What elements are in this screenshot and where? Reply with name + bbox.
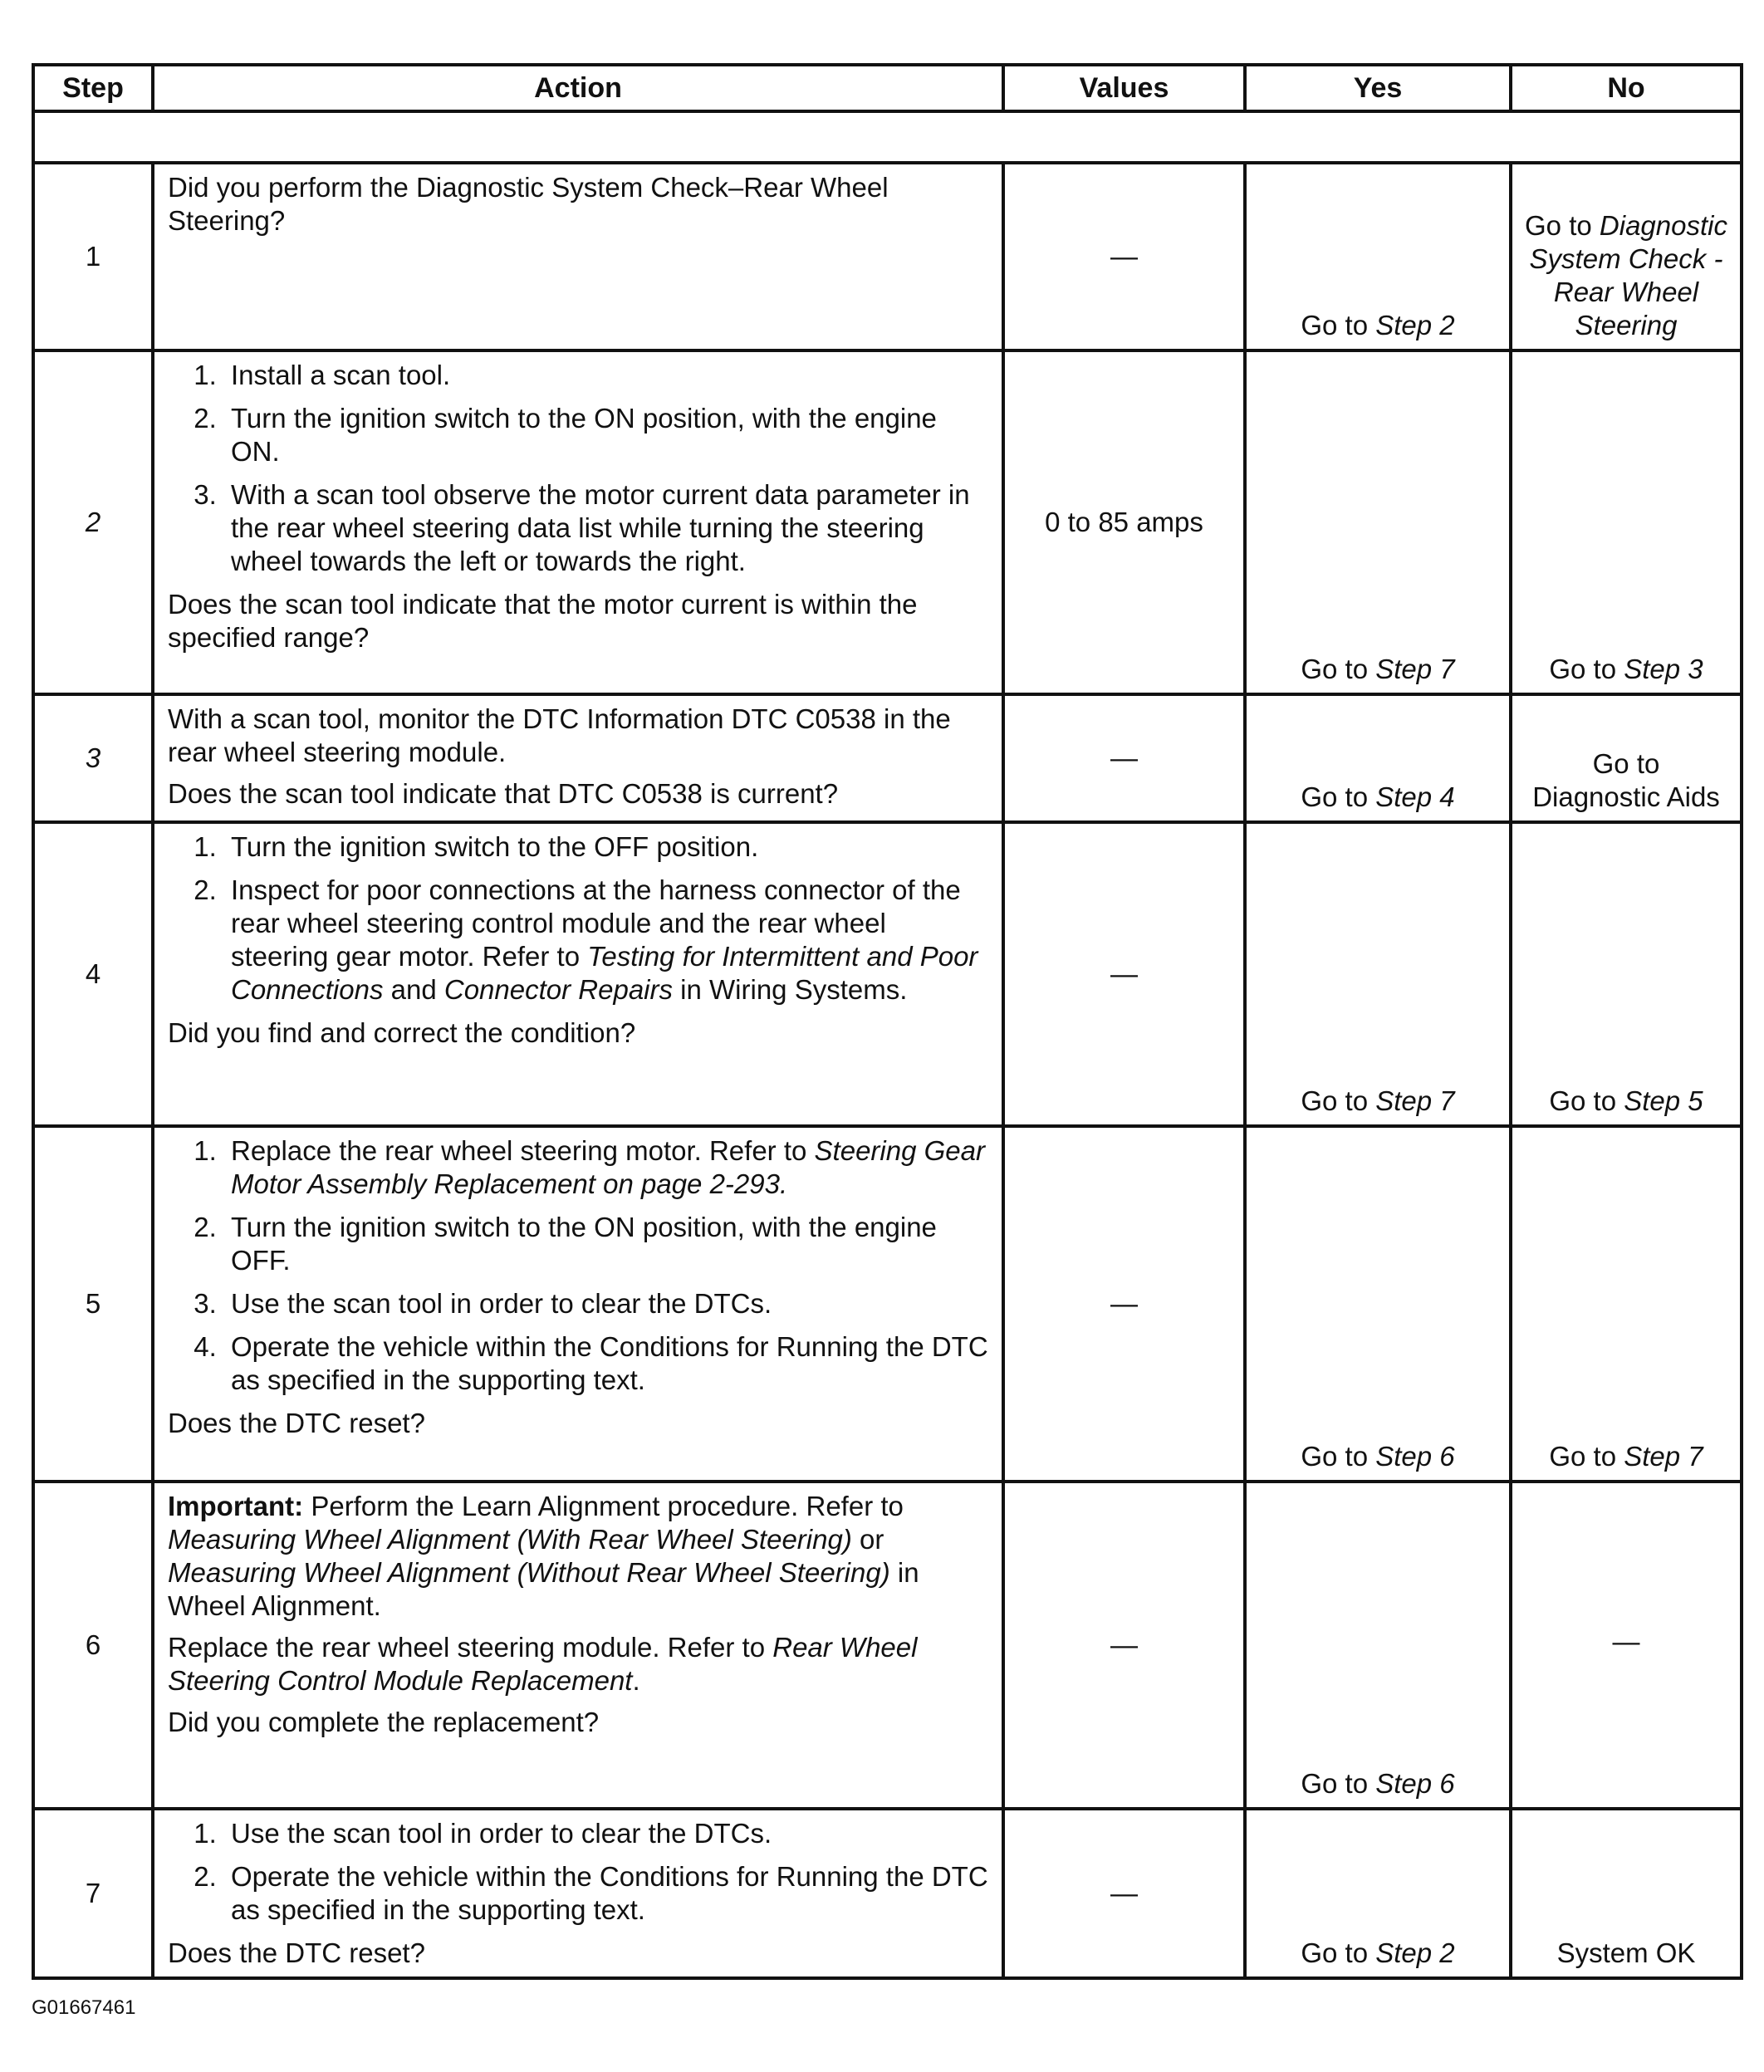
yes-cell bbox=[1245, 350, 1511, 694]
table-row bbox=[33, 1482, 1742, 1809]
table-row bbox=[33, 350, 1742, 694]
reference-link[interactable]: Steering Gear Motor Assembly Replacement on page 2-293. bbox=[231, 1135, 985, 1199]
no-line: Go to bbox=[1592, 748, 1660, 779]
figure-id: G01667461 bbox=[32, 1996, 136, 2019]
action-cell bbox=[153, 1126, 1003, 1482]
yes-cell bbox=[1245, 694, 1511, 822]
action-cell bbox=[153, 1809, 1003, 1978]
action-step-item: 3. With a scan tool observe the motor current data parameter in the rear wheel steering data list while turning the steering wheel towards the left or towards the right. bbox=[224, 478, 988, 578]
reference-link[interactable]: Measuring Wheel Alignment (With Rear Wheel Steering) bbox=[168, 1524, 852, 1555]
yes-step-link[interactable]: Step 6 bbox=[1375, 1441, 1455, 1472]
action-step-item bbox=[224, 1134, 988, 1201]
action-steps bbox=[168, 830, 988, 1007]
no-cell: System OK bbox=[1511, 1809, 1742, 1978]
step-number bbox=[33, 694, 153, 822]
step-number: 6 bbox=[33, 1482, 153, 1809]
action-question: Does the scan tool indicate that the motor current is within the specified range? bbox=[168, 589, 918, 653]
no-cell: — bbox=[1511, 1482, 1742, 1809]
no-step-link[interactable]: Diagnostic System Check - Rear Wheel Steering bbox=[1529, 210, 1727, 340]
yes-prefix: Go to bbox=[1301, 1441, 1376, 1472]
step-number: 5 bbox=[33, 1126, 153, 1482]
action-cell bbox=[153, 1482, 1003, 1809]
header-step: Step bbox=[33, 65, 153, 111]
blank-cell bbox=[33, 111, 1742, 163]
no-step-link[interactable]: Step 5 bbox=[1624, 1085, 1703, 1116]
action-text: With a scan tool, monitor the DTC Information DTC C0538 in the rear wheel steering module. bbox=[168, 703, 951, 767]
action-question: Does the DTC reset? bbox=[168, 1408, 425, 1438]
values-cell: — bbox=[1003, 694, 1245, 822]
no-step-link[interactable]: Step 7 bbox=[1624, 1441, 1703, 1472]
yes-prefix: Go to bbox=[1301, 1937, 1376, 1968]
important-note bbox=[168, 1490, 988, 1623]
no-step-link[interactable]: Step 3 bbox=[1624, 654, 1703, 684]
action-step-text: and bbox=[383, 974, 444, 1005]
action-step-item bbox=[224, 874, 988, 1007]
action-step-item: 1. Use the scan tool in order to clear the DTCs. bbox=[224, 1817, 988, 1850]
yes-cell bbox=[1245, 1126, 1511, 1482]
header-yes: Yes bbox=[1245, 65, 1511, 111]
step-number-text: 3 bbox=[85, 742, 101, 773]
yes-prefix: Go to bbox=[1301, 781, 1376, 812]
action-text: Did you perform the Diagnostic System Check–Rear Wheel Steering? bbox=[168, 172, 889, 236]
header-no: No bbox=[1511, 65, 1742, 111]
reference-link[interactable]: Connector Repairs bbox=[443, 974, 673, 1005]
reference-link[interactable]: Testing for Intermittent and Poor Connections bbox=[231, 941, 978, 1005]
action-question: Did you complete the replacement? bbox=[168, 1707, 600, 1737]
action-cell bbox=[153, 822, 1003, 1126]
blank-row bbox=[33, 111, 1742, 163]
action-question: Did you find and correct the condition? bbox=[168, 1017, 636, 1048]
no-prefix: Go to bbox=[1549, 1441, 1624, 1472]
action-cell bbox=[153, 350, 1003, 694]
action-text-part: Replace the rear wheel steering module. Refer to bbox=[168, 1632, 773, 1663]
no-prefix: Go to bbox=[1549, 1085, 1624, 1116]
action-step-text: Replace the rear wheel steering motor. Refer to bbox=[231, 1135, 815, 1166]
action-steps bbox=[168, 359, 988, 578]
no-cell bbox=[1511, 822, 1742, 1126]
action-steps bbox=[168, 1134, 988, 1397]
action-step-text: Inspect for poor connections at the harness connector of the rear wheel steering control module and the rear wheel steering gear motor. Refer to bbox=[231, 874, 961, 972]
note-text: or bbox=[851, 1524, 884, 1555]
table-row bbox=[33, 163, 1742, 350]
no-cell bbox=[1511, 163, 1742, 350]
no-prefix: Go to bbox=[1549, 654, 1624, 684]
action-steps bbox=[168, 1817, 988, 1927]
action-step-item: 2. Turn the ignition switch to the ON position, with the engine ON. bbox=[224, 402, 988, 468]
table-row bbox=[33, 694, 1742, 822]
no-cell bbox=[1511, 1126, 1742, 1482]
action-step-text: in Wiring Systems. bbox=[673, 974, 908, 1005]
reference-link[interactable]: Rear Wheel Steering Control Module Replacement bbox=[168, 1632, 918, 1696]
yes-cell bbox=[1245, 163, 1511, 350]
yes-step-link[interactable]: Step 7 bbox=[1375, 1085, 1455, 1116]
reference-link[interactable]: Measuring Wheel Alignment (Without Rear Wheel Steering) bbox=[168, 1557, 890, 1588]
yes-step-link[interactable]: Step 4 bbox=[1375, 781, 1455, 812]
action-text bbox=[168, 1631, 988, 1697]
yes-step-link[interactable]: Step 7 bbox=[1375, 654, 1455, 684]
step-number: 7 bbox=[33, 1809, 153, 1978]
values-cell: — bbox=[1003, 822, 1245, 1126]
action-question: Does the DTC reset? bbox=[168, 1937, 425, 1968]
table-row bbox=[33, 1126, 1742, 1482]
action-step-item: 3. Use the scan tool in order to clear the DTCs. bbox=[224, 1287, 988, 1320]
yes-cell bbox=[1245, 822, 1511, 1126]
values-cell: — bbox=[1003, 1482, 1245, 1809]
action-step-item: 4. Operate the vehicle within the Conditions for Running the DTC as specified in the supporting text. bbox=[224, 1330, 988, 1397]
step-number: 4 bbox=[33, 822, 153, 1126]
header-row bbox=[33, 65, 1742, 111]
header-action: Action bbox=[153, 65, 1003, 111]
action-step-item: 2. Operate the vehicle within the Conditions for Running the DTC as specified in the supporting text. bbox=[224, 1860, 988, 1927]
yes-prefix: Go to bbox=[1301, 1085, 1376, 1116]
action-question: Does the scan tool indicate that DTC C0538 is current? bbox=[168, 778, 839, 809]
diagnostic-table bbox=[32, 63, 1743, 1980]
step-number: 1 bbox=[33, 163, 153, 350]
note-text: Perform the Learn Alignment procedure. Refer to bbox=[303, 1491, 904, 1521]
yes-prefix: Go to bbox=[1301, 654, 1376, 684]
no-prefix: Go to bbox=[1525, 210, 1600, 241]
values-cell: — bbox=[1003, 163, 1245, 350]
action-step-item: 2. Turn the ignition switch to the ON position, with the engine OFF. bbox=[224, 1211, 988, 1277]
yes-cell bbox=[1245, 1482, 1511, 1809]
note-text: in Wheel Alignment. bbox=[168, 1557, 919, 1621]
action-cell bbox=[153, 163, 1003, 350]
important-label: Important: bbox=[168, 1491, 304, 1521]
values-cell: 0 to 85 amps bbox=[1003, 350, 1245, 694]
yes-prefix: Go to bbox=[1301, 1768, 1376, 1799]
yes-prefix: Go to bbox=[1301, 310, 1376, 340]
yes-cell bbox=[1245, 1809, 1511, 1978]
step-number bbox=[33, 350, 153, 694]
yes-step-link[interactable]: Step 2 bbox=[1375, 1937, 1455, 1968]
values-cell: — bbox=[1003, 1126, 1245, 1482]
action-text-part: . bbox=[632, 1665, 640, 1696]
no-link-diagnostic-aids[interactable]: Diagnostic Aids bbox=[1532, 781, 1720, 812]
step-number-text: 2 bbox=[85, 507, 101, 537]
no-cell bbox=[1511, 694, 1742, 822]
table-row bbox=[33, 822, 1742, 1126]
no-cell bbox=[1511, 350, 1742, 694]
yes-step-link[interactable]: Step 6 bbox=[1375, 1768, 1455, 1799]
action-cell bbox=[153, 694, 1003, 822]
table-row bbox=[33, 1809, 1742, 1978]
action-step-item: 1. Turn the ignition switch to the OFF position. bbox=[224, 830, 988, 864]
values-cell: — bbox=[1003, 1809, 1245, 1978]
yes-step-link[interactable]: Step 2 bbox=[1375, 310, 1455, 340]
action-step-item: 1. Install a scan tool. bbox=[224, 359, 988, 392]
header-values: Values bbox=[1003, 65, 1245, 111]
